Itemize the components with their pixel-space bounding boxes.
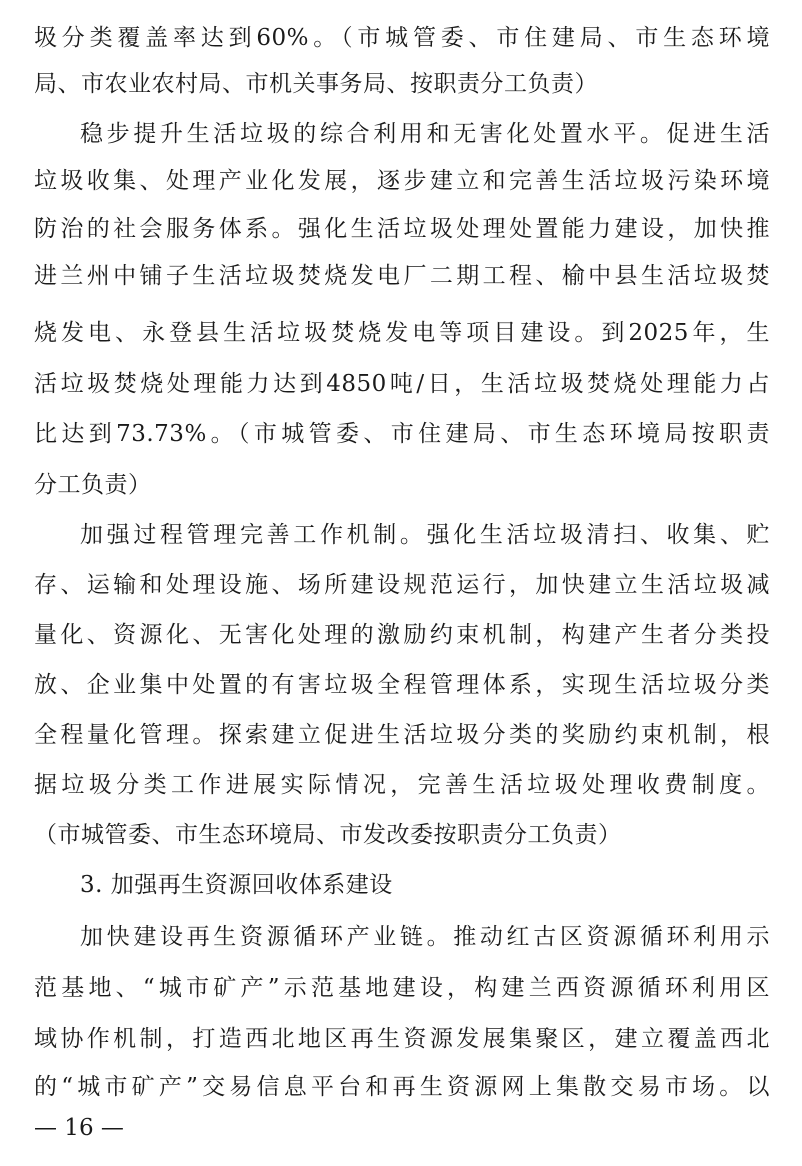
text-line: 的“城市矿产”交易信息平台和再生资源网上集散交易市场。以: [34, 1074, 770, 1100]
text-line: 范基地、“城市矿产”示范基地建设，构建兰西资源循环利用区: [34, 975, 770, 1001]
paragraph-first-line: 加强过程管理完善工作机制。强化生活垃圾清扫、收集、贮: [80, 522, 770, 548]
text-line: 烧发电、永登县生活垃圾焚烧发电等项目建设。到2025年，生: [34, 320, 770, 346]
text-line: 比达到73.73%。（市城管委、市住建局、市生态环境局按职责: [34, 421, 770, 447]
text-line: 垃圾收集、处理产业化发展，逐步建立和完善生活垃圾污染环境: [34, 168, 770, 194]
text-line: 存、运输和处理设施、场所建设规范运行，加快建立生活垃圾减: [34, 572, 770, 598]
page-number: — 16 —: [34, 1115, 124, 1141]
paragraph-first-line: 稳步提升生活垃圾的综合利用和无害化处置水平。促进生活: [80, 121, 770, 147]
text-line: 放、企业集中处置的有害垃圾全程管理体系，实现生活垃圾分类: [34, 672, 770, 698]
text-line: 分工负责）: [34, 472, 152, 498]
text-line: （市城管委、市生态环境局、市发改委按职责分工负责）: [34, 822, 622, 848]
text-line: 局、市农业农村局、市机关事务局、按职责分工负责）: [34, 71, 598, 97]
text-line: 全程量化管理。探索建立促进生活垃圾分类的奖励约束机制，根: [34, 722, 770, 748]
section-heading: 3. 加强再生资源回收体系建设: [80, 872, 393, 898]
text-line: 量化、资源化、无害化处理的激励约束机制，构建产生者分类投: [34, 622, 770, 648]
text-line: 活垃圾焚烧处理能力达到4850吨/日，生活垃圾焚烧处理能力占: [34, 371, 770, 397]
paragraph-first-line: 加快建设再生资源循环产业链。推动红古区资源循环利用示: [80, 924, 770, 950]
text-line: 圾分类覆盖率达到60%。（市城管委、市住建局、市生态环境: [34, 25, 770, 51]
text-line: 进兰州中铺子生活垃圾焚烧发电厂二期工程、榆中县生活垃圾焚: [34, 263, 770, 289]
text-line: 防治的社会服务体系。强化生活垃圾处理处置能力建设，加快推: [34, 216, 770, 242]
text-line: 据垃圾分类工作进展实际情况，完善生活垃圾处理收费制度。: [34, 772, 770, 798]
text-line: 域协作机制，打造西北地区再生资源发展集聚区，建立覆盖西北: [34, 1026, 770, 1052]
